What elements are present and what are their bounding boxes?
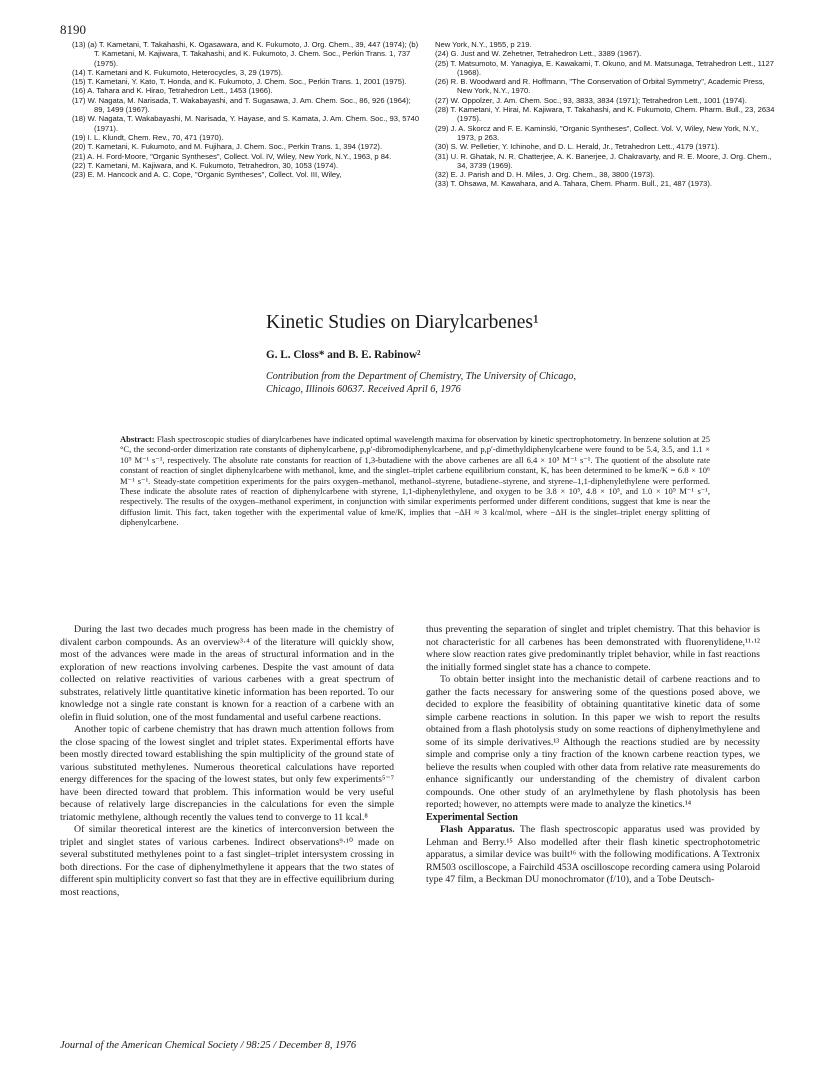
reference-item: (16) A. Tahara and K. Hirao, Tetrahedron Lett., 1453 (1966). xyxy=(72,86,273,96)
reference-item: (27) W. Oppolzer, J. Am. Chem. Soc., 93, 3833, 3834 (1971); Tetrahedron Lett., 1001 (1974). xyxy=(435,95,747,105)
body-paragraph: Of similar theoretical interest are the kinetics of interconversion between the triplet and singlet states of various carbenes. Indirect observations⁹·¹⁰ made on several substituted methylenes point to a fast singlet–triplet intersystem crossing in both directions. For the case of diphenylmethylene it appears that the two states of different spin multiplicity convert so fast that they are in effective equilibrium during most reactions, xyxy=(60,824,394,898)
reference-item: (28) T. Kametani, Y. Hirai, M. Kajiwara, T. Takahashi, and K. Fukumoto, Chem. Pharm. Bull., 23, 2634 (1975). xyxy=(435,105,775,124)
abstract-text: Flash spectroscopic studies of diarylcarbenes have indicated optimal wavelength maxima for observation by kinetic spectrophotometry. In benzene solution at 25 °C, the second-order dimerization rate constants of diphenylcarbene, p,p′-dibromodiphenylcarbene, and p,p′-dimethyldiphenylcarbene were found to be 5.4, 3.5, and 1.1 × 10⁹ M⁻¹ s⁻¹, respectively. The absolute rate constants for reaction of 1,3-butadiene with the above carbenes are all 6.4 × 10⁵ M⁻¹ s⁻¹. The quotient of the absolute rate constant of reaction of singlet diphenylcarbene with methanol, kme, and the singlet–triplet carbene equilibrium constant, K, has been determined to be kme/K = 6.8 × 10⁶ M⁻¹ s⁻¹. Steady-state competition experiments for the pairs oxygen–methanol, methanol–styrene, butadiene–styrene, and styrene–1,1-diphenylethylene were performed. These indicate the absolute rates of reaction of diphenylcarbene with styrene, 1,1-diphenylethylene, and oxygen to be 3.8 × 10⁵, 4.8 × 10⁵, and 1.0 × 10⁹ M⁻¹ s⁻¹, respectively. The results of the oxygen–methanol experiment, in conjunction with similar experiments performed under different conditions, suggest that kme is near the diffusion limit. This fact, taken together with the experimental value of kme/K, implies that −ΔH ≈ 3 kcal/mol, where −ΔH is the singlet–triplet energy splitting of diphenylcarbene. xyxy=(120,434,711,528)
reference-item: (24) G. Just and W. Zehetner, Tetrahedron Lett., 3389 (1967). xyxy=(435,49,642,59)
reference-item: (29) J. A. Skorcz and F. E. Kaminski, "Organic Syntheses", Collect. Vol. V, Wiley, New York, N.Y., 1973, p 263. xyxy=(435,123,759,142)
body-paragraph: During the last two decades much progress has been made in the chemistry of divalent carbon compounds. As an overview³·⁴ of the literature will quickly show, most of the advances were made in the areas of structural information and in the exploration of new reactions involving carbenes. Despite the vast amount of data collected on relative reactivities of various carbenes with a great spectrum of substrates, relatively little quantitative kinetic information has been reported. To our knowledge not a single rate constant is known for a reaction of a carbene with an olefin in fluid solution, one of the most fundamental and useful carbene reactions. xyxy=(60,624,394,723)
run-in-text: The flash spectroscopic apparatus used was provided by Lehman and Berry.¹⁵ Also modelled after their flash kinetic spectrophotometric apparatus, a similar device was built¹⁶ with the following modifications. A Textronix RM503 oscilloscope, a Fairchild 453A oscilloscope recording camera using Polaroid type 47 film, a Beckman DU monochromator (f/10), and a Tobe Deutsch- xyxy=(426,824,760,885)
reference-item: (25) T. Matsumoto, M. Yanagiya, E. Kawakami, T. Okuno, and M. Matsunaga, Tetrahedron Lett., 1127 (1968). xyxy=(435,58,774,77)
run-in-heading: Flash Apparatus. xyxy=(440,824,515,835)
page-number: 8190 xyxy=(60,22,86,37)
body-right-column xyxy=(426,624,760,887)
reference-item: (33) T. Ohsawa, M. Kawahara, and A. Tahara, Chem. Pharm. Bull., 21, 487 (1973). xyxy=(435,179,713,189)
reference-item: (21) A. H. Ford-Moore, "Organic Syntheses", Collect. Vol. IV, Wiley, New York, N.Y., 1963, p 84. xyxy=(72,151,392,161)
body-left-column xyxy=(60,624,394,899)
body-paragraph xyxy=(426,824,760,887)
body-paragraph: Another topic of carbene chemistry that has drawn much attention follows from the close spacing of the lowest singlet and triplet states. Experimental efforts have been mostly directed toward establishing the spin multiplicity of the ground state of various substituted methylenes. Numerous theoretical calculations have reported energy differences for the spacing of the lowest states, but only few experiments⁵⁻⁷ have been directed toward that problem. This information would be very useful because of relatively large discrepancies in the calculations for even the simple triatomic methylene, although recently the values tend to converge to 11 kcal.⁸ xyxy=(60,724,394,823)
references-left-column xyxy=(72,40,420,179)
article-authors: G. L. Closs* and B. E. Rabinow² xyxy=(266,349,421,361)
reference-item: (19) I. L. Klundt, Chem. Rev., 70, 471 (1970). xyxy=(72,132,224,142)
reference-item: (23) E. M. Hancock and A. C. Cope, "Organic Syntheses", Collect. Vol. III, Wiley, xyxy=(72,170,342,180)
section-heading: Experimental Section xyxy=(426,811,518,823)
reference-item: (18) W. Nagata, T. Wakabayashi, M. Narisada, Y. Hayase, and S. Kamata, J. Am. Chem. Soc., 93, 5740 (1971). xyxy=(72,114,420,133)
article-title: Kinetic Studies on Diarylcarbenes¹ xyxy=(266,312,539,333)
affiliation-line: Chicago, Illinois 60637. Received April 6, 1976 xyxy=(266,384,461,395)
abstract-label: Abstract: xyxy=(120,434,155,444)
reference-item: (26) R. B. Woodward and R. Hoffmann, "The Conservation of Orbital Symmetry", Academic Press, New York, N.Y., 1970. xyxy=(435,77,765,96)
reference-item: (31) U. R. Ghatak, N. R. Chatterjee, A. K. Banerjee, J. Chakravarty, and R. E. Moore, J. Org. Chem., 34, 3739 (1969). xyxy=(435,151,772,170)
reference-item: (20) T. Kametani, K. Fukumoto, and M. Fujihara, J. Chem. Soc., Perkin Trans. 1, 394 (1972). xyxy=(72,142,383,152)
reference-item: (30) S. W. Pelletier, Y. Ichinohe, and D. L. Herald, Jr., Tetrahedron Lett., 4179 (1971). xyxy=(435,142,720,152)
journal-footer: Journal of the American Chemical Society / 98:25 / December 8, 1976 xyxy=(60,1040,357,1051)
reference-item: (17) W. Nagata, M. Narisada, T. Wakabayashi, and T. Sugasawa, J. Am. Chem. Soc., 86, 926 (1964); 89, 1499 (1967). xyxy=(72,95,411,115)
reference-item: (15) T. Kametani, Y. Kato, T. Honda, and K. Fukumoto, J. Chem. Soc., Perkin Trans. 1, 2001 (1975). xyxy=(72,77,407,87)
affiliation-line: Contribution from the Department of Chemistry, The University of Chicago, xyxy=(266,371,577,382)
reference-item: New York, N.Y., 1955, p 219. xyxy=(435,40,532,49)
abstract xyxy=(120,434,710,528)
reference-item: (13) (a) T. Kametani, T. Takahashi, K. Ogasawara, and K. Fukumoto, J. Org. Chem., 39, 447 (1974); (b) T. Kametani, M. Kajiwara, T. Takahashi, and K. Fukumoto, J. Chem. Soc., Perkin Trans. 1, 737 (1975). xyxy=(72,40,419,68)
reference-item: (14) T. Kametani and K. Fukumoto, Heterocycles, 3, 29 (1975). xyxy=(72,67,283,77)
body-paragraph: To obtain better insight into the mechanistic detail of carbene reactions and to gather the facts necessary for answering some of the questions posed above, we decided to explore the feasibility of obtaining quantitative kinetic data of some simple carbene reactions in solution. In this paper we wish to report the results obtained from a flash photolysis study on some reactions of diphenylmethylene and some of its simple derivatives.¹³ Although the reactions studied are by necessity simple and comprise only a tiny fraction of the known carbene reaction types, we believe the results when coupled with other data from relative rate measurements do enhance significantly our understanding of the chemistry of divalent carbon compounds. One other study of an arylmethylene by flash photolysis has been reported; however, no attempts were made to analyze the kinetics.¹⁴ xyxy=(426,674,760,810)
article-affiliation xyxy=(266,370,720,396)
body-paragraph: thus preventing the separation of singlet and triplet chemistry. That this behavior is not characteristic for all carbenes has been demonstrated with fluorenylidene,¹¹·¹² where slow reaction rates give predominantly triplet behavior, while in fast reactions the initially formed singlet state has a chance to compete. xyxy=(426,624,760,673)
article-header xyxy=(120,312,720,396)
reference-item: (22) T. Kametani, M. Kajiwara, and K. Fukumoto, Tetrahedron, 30, 1053 (1974). xyxy=(72,160,339,170)
reference-item: (32) E. J. Parish and D. H. Miles, J. Org. Chem., 38, 3800 (1973). xyxy=(435,170,655,180)
references-right-column xyxy=(435,40,775,189)
